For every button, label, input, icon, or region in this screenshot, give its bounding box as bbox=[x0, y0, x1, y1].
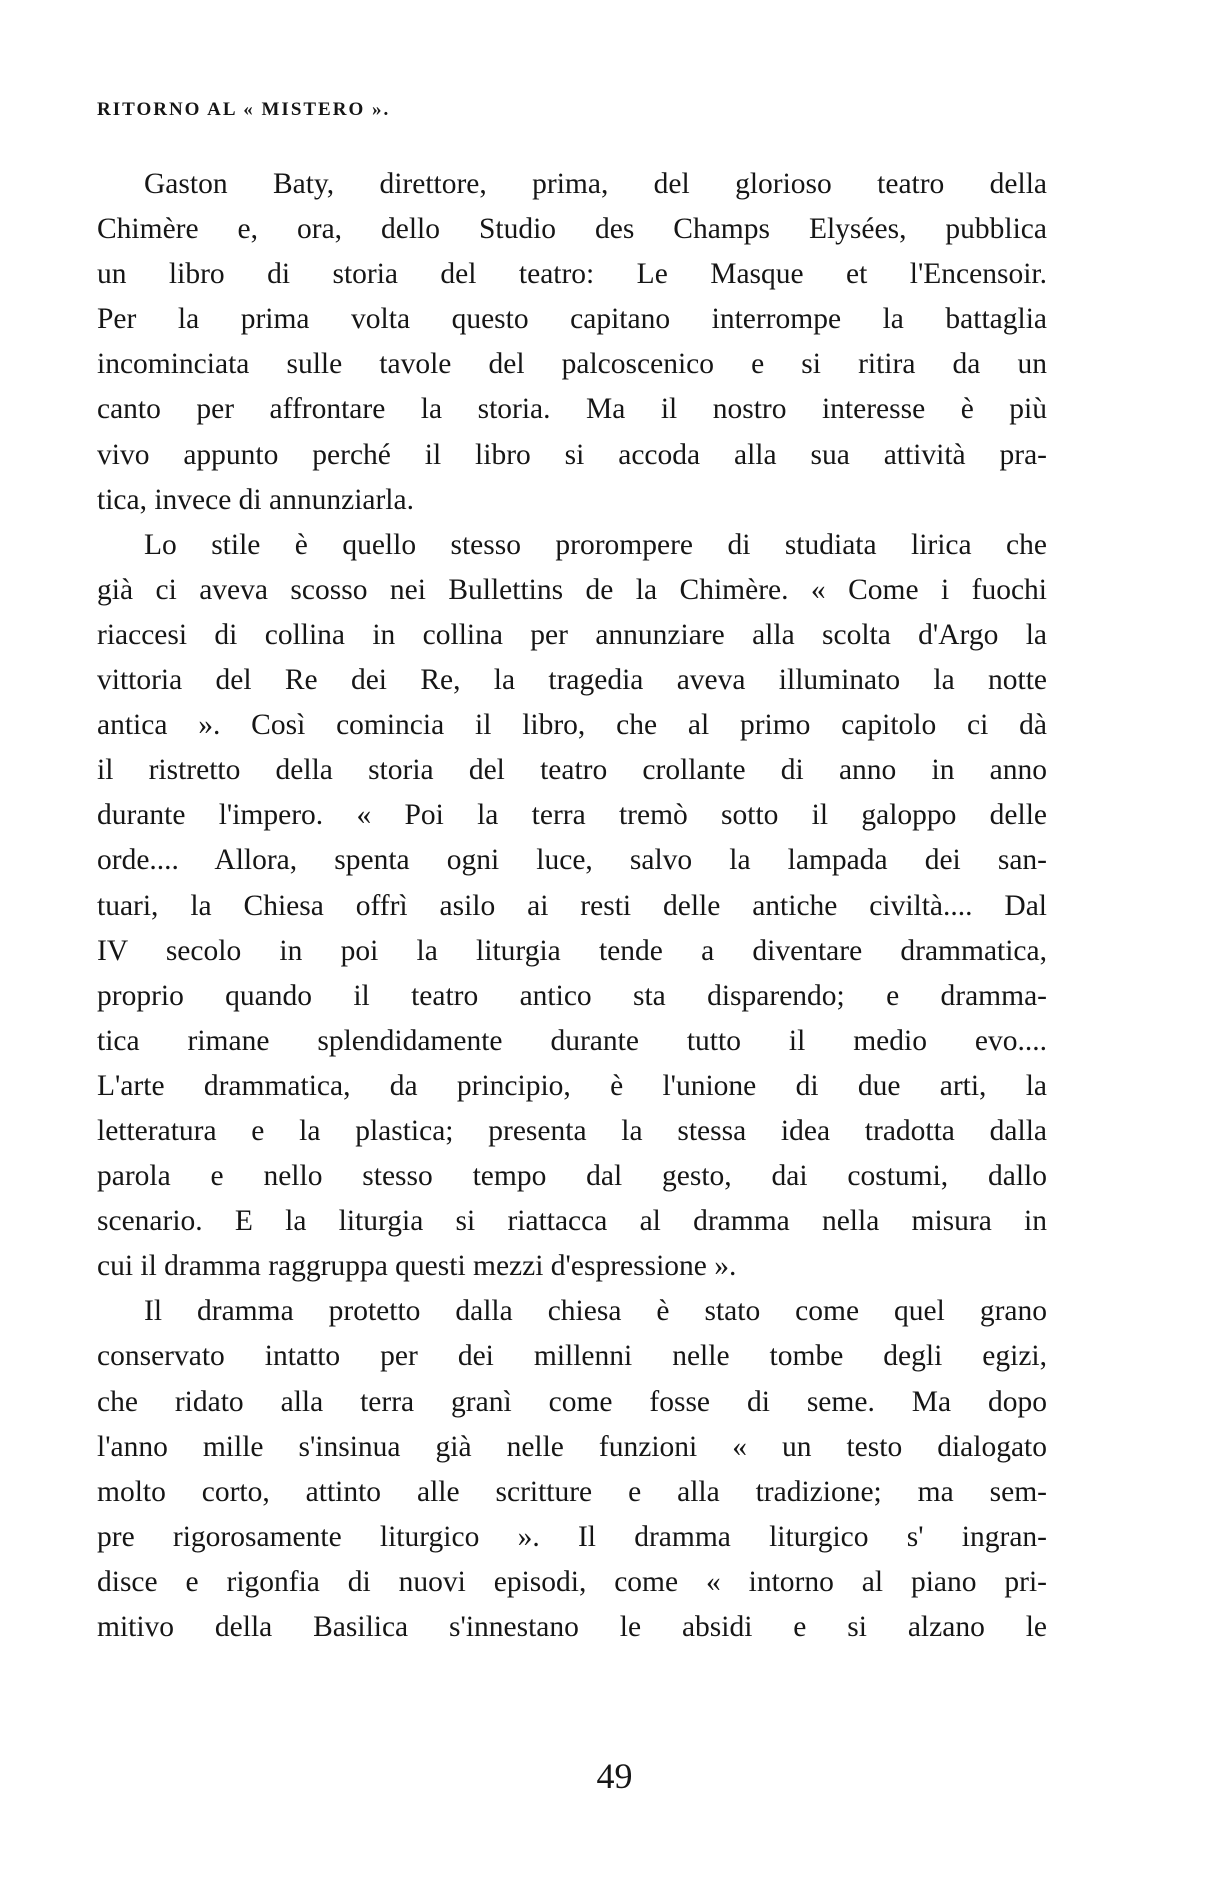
text-line: che ridato alla terra granì come fosse di seme. Ma dopo bbox=[97, 1385, 1047, 1418]
text-line: proprio quando il teatro antico sta disparendo; e dramma- bbox=[97, 979, 1047, 1012]
text-line: pre rigorosamente liturgico ». Il dramma liturgico s' ingran- bbox=[97, 1520, 1047, 1553]
text-line: già ci aveva scosso nei Bullettins de la Chimère. « Come i fuochi bbox=[97, 573, 1047, 606]
text-line: IV secolo in poi la liturgia tende a diventare drammatica, bbox=[97, 934, 1047, 967]
text-line: riaccesi di collina in collina per annunziare alla scolta d'Argo la bbox=[97, 618, 1047, 651]
text-line: L'arte drammatica, da principio, è l'unione di due arti, la bbox=[97, 1069, 1047, 1102]
running-head: RITORNO AL « MISTERO ». bbox=[97, 99, 391, 120]
text-line: letteratura e la plastica; presenta la stessa idea tradotta dalla bbox=[97, 1114, 1047, 1147]
text-line: parola e nello stesso tempo dal gesto, dai costumi, dallo bbox=[97, 1160, 1047, 1193]
text-line: cui il dramma raggruppa questi mezzi d'espressione ». bbox=[97, 1250, 737, 1283]
text-line: l'anno mille s'insinua già nelle funzioni « un testo dialogato bbox=[97, 1430, 1047, 1463]
text-line: canto per affrontare la storia. Ma il nostro interesse è più bbox=[97, 393, 1047, 426]
text-line: tuari, la Chiesa offrì asilo ai resti delle antiche civiltà.... Dal bbox=[97, 889, 1047, 922]
text-line: disce e rigonfia di nuovi episodi, come « intorno al piano pri- bbox=[97, 1565, 1047, 1598]
text-line: un libro di storia del teatro: Le Masque et l'Encensoir. bbox=[97, 258, 1047, 291]
text-line: il ristretto della storia del teatro crollante di anno in anno bbox=[97, 754, 1047, 787]
body-text bbox=[97, 162, 1047, 1650]
text-line: tica, invece di annunziarla. bbox=[97, 483, 414, 516]
text-line: incominciata sulle tavole del palcoscenico e si ritira da un bbox=[97, 348, 1047, 381]
paragraph bbox=[97, 523, 1047, 1290]
text-line: Gaston Baty, direttore, prima, del glorioso teatro della bbox=[144, 168, 1047, 200]
text-line: orde.... Allora, spenta ogni luce, salvo la lampada dei san- bbox=[97, 844, 1047, 877]
text-line: antica ». Così comincia il libro, che al primo capitolo ci dà bbox=[97, 709, 1047, 742]
text-line: durante l'impero. « Poi la terra tremò sotto il galoppo delle bbox=[97, 799, 1047, 832]
text-line: tica rimane splendidamente durante tutto il medio evo.... bbox=[97, 1024, 1047, 1057]
text-line: mitivo della Basilica s'innestano le absidi e si alzano le bbox=[97, 1611, 1047, 1643]
text-line: Il dramma protetto dalla chiesa è stato come quel grano bbox=[144, 1295, 1047, 1328]
text-line: vivo appunto perché il libro si accoda alla sua attività pra- bbox=[97, 438, 1047, 471]
paragraph bbox=[97, 162, 1047, 523]
text-line: Per la prima volta questo capitano interrompe la battaglia bbox=[97, 303, 1047, 336]
text-line: molto corto, attinto alle scritture e alla tradizione; ma sem- bbox=[97, 1475, 1047, 1508]
text-line: conservato intatto per dei millenni nelle tombe degli egizi, bbox=[97, 1340, 1047, 1373]
text-line: Lo stile è quello stesso prorompere di studiata lirica che bbox=[144, 528, 1047, 561]
paragraph bbox=[97, 1289, 1047, 1650]
text-line: Chimère e, ora, dello Studio des Champs Elysées, pubblica bbox=[97, 213, 1047, 246]
text-line: scenario. E la liturgia si riattacca al dramma nella misura in bbox=[97, 1205, 1047, 1238]
page-number: 49 bbox=[596, 1756, 633, 1796]
text-line: vittoria del Re dei Re, la tragedia aveva illuminato la notte bbox=[97, 664, 1047, 697]
